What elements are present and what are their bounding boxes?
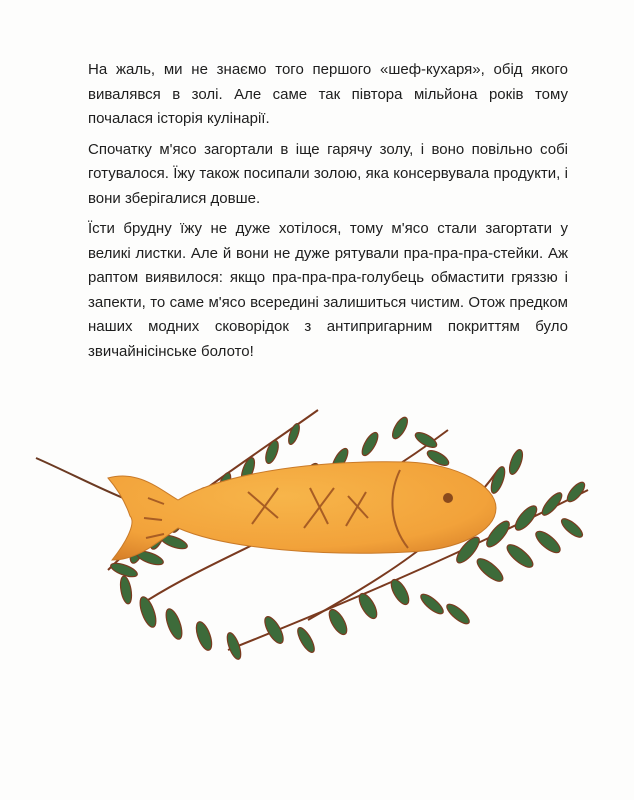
paragraph-2: Спочатку м'ясо загортали в іще гарячу золу, і воно повільно собі готувалося. Їжу також посипали золою, яка консервувала продукти, і вони зберігалися довше. — [88, 140, 568, 207]
article-text — [88, 58, 568, 370]
paragraph-1: На жаль, ми не знаємо того першого «шеф-кухаря», обід якого вивалявся в золі. Але саме так півтора мільйона років тому почалася історія кулінарії. — [88, 61, 568, 127]
paragraph-3: Їсти брудну їжу не дуже хотілося, тому м'ясо стали загортати у великі листки. Але й вони не дуже рятували пра-пра-пра-стейки. Аж раптом виявилося: якщо пра-пра-пра-голубець обмастити гряззю і запекти, то саме м'ясо всередині залишиться чистим. Отож предком наших модних сковорідок з антипригарним покриттям було звичайнісінське болото! — [88, 220, 568, 360]
fish-on-ferns-illustration — [28, 400, 608, 670]
fish-icon — [108, 462, 496, 560]
